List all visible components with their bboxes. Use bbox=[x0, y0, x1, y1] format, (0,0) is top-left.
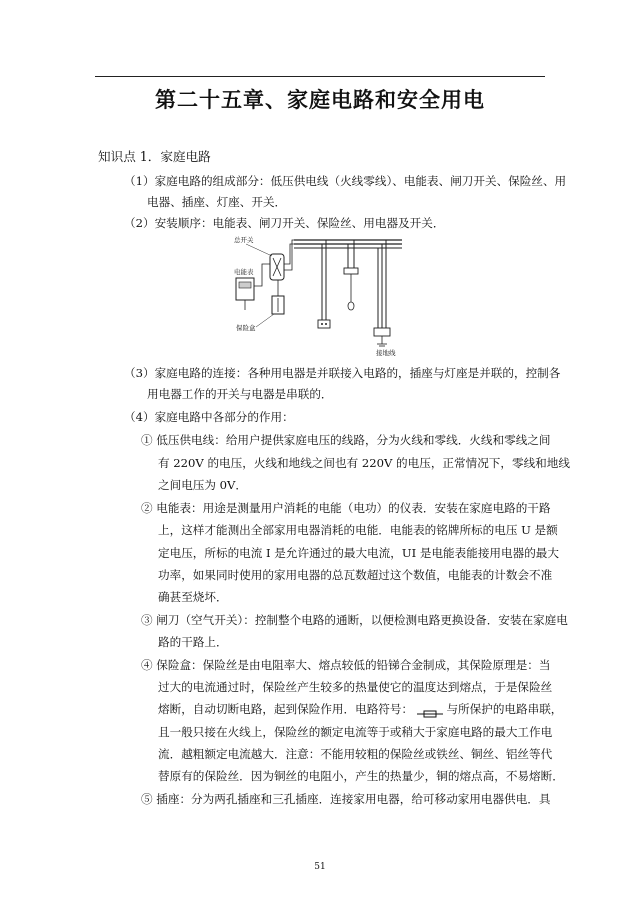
list-item-line: 定电压，所标的电流 I 是允许通过的最大电流，UI 是电能表能接用电器的最大 bbox=[158, 546, 559, 560]
paragraph-line: （2）安装顺序：电能表、闸刀开关、保险丝、用电器及开关． bbox=[124, 216, 445, 230]
circuit-diagram bbox=[232, 234, 404, 358]
list-item-line: 路的干路上． bbox=[158, 635, 228, 649]
paragraph-line: （1）家庭电路的组成部分：低压供电线（火线零线）、电能表、闸刀开关、保险丝、用 bbox=[124, 174, 567, 188]
list-item-line: ① 低压供电线：给用户提供家庭电压的线路，分为火线和零线．火线和零线之间 bbox=[141, 433, 551, 447]
list-item-line: 功率，如果同时使用的家用电器的总瓦数超过这个数值，电能表的计数会不准 bbox=[158, 568, 553, 582]
list-item-line: ③ 闸刀（空气开关）：控制整个电路的通断，以便检测电路更换设备．安装在家庭电 bbox=[141, 613, 568, 627]
list-item-line: 且一般只接在火线上，保险丝的额定电流等于或稍大于家庭电路的最大工作电 bbox=[158, 725, 553, 739]
list-item-line: ⑤ 插座：分为两孔插座和三孔插座．连接家用电器，给可移动家用电器供电．具 bbox=[141, 792, 551, 806]
household-circuit-figure bbox=[232, 234, 404, 358]
list-item-line bbox=[158, 701, 562, 717]
list-item-line: 之间电压为 0V． bbox=[158, 478, 247, 492]
list-item-line: ② 电能表：用途是测量用户消耗的电能（电功）的仪表．安装在家庭电路的干路 bbox=[141, 501, 551, 515]
page-number: 51 bbox=[314, 862, 326, 872]
paragraph-line: （4）家庭电路中各部分的作用： bbox=[124, 410, 294, 424]
list-item-line: 有 220V 的电压，火线和地线之间也有 220V 的电压，正常情况下，零线和地线 bbox=[158, 456, 570, 470]
label-ground-wire: 接地线 bbox=[376, 349, 396, 357]
list-item-line: 替原有的保险丝．因为铜丝的电阻小，产生的热量少，铜的熔点高，不易熔断． bbox=[158, 769, 564, 783]
text-span: 与所保护的电路串联， bbox=[446, 702, 563, 716]
text-span: 熔断，自动切断电路，起到保险作用．电路符号： bbox=[158, 702, 414, 716]
list-item-line: 确甚至烧坏． bbox=[158, 590, 228, 604]
list-item-line: 上，这样才能测出全部家用电器消耗的电能．电能表的铭牌所标的电压 U 是额 bbox=[158, 523, 558, 537]
fuse-symbol-icon bbox=[417, 706, 443, 714]
paragraph-line: 电器、插座、灯座、开关． bbox=[147, 195, 287, 209]
list-item-line: 流．越粗额定电流越大．注意：不能用较粗的保险丝或铁丝、铜丝、铝丝等代 bbox=[158, 747, 553, 761]
header-rule bbox=[95, 76, 545, 77]
paragraph-line: （3）家庭电路的连接：各种用电器是并联接入电路的，插座与灯座是并联的，控制各 bbox=[124, 366, 561, 380]
label-meter: 电能表 bbox=[234, 268, 254, 276]
label-main-switch: 总开关 bbox=[234, 236, 254, 244]
paragraph-line: 用电器工作的开关与电器是串联的． bbox=[147, 387, 333, 401]
list-item-line: 过大的电流通过时，保险丝产生较多的热量使它的温度达到熔点，于是保险丝 bbox=[158, 680, 553, 694]
label-fuse-box: 保险盒 bbox=[236, 324, 256, 332]
list-item-line: ④ 保险盒：保险丝是由电阻率大、熔点较低的铅锑合金制成，其保险原理是：当 bbox=[141, 658, 551, 672]
knowledge-point-heading: 知识点 1．家庭电路 bbox=[98, 149, 211, 164]
page-title: 第二十五章、家庭电路和安全用电 bbox=[155, 87, 485, 112]
